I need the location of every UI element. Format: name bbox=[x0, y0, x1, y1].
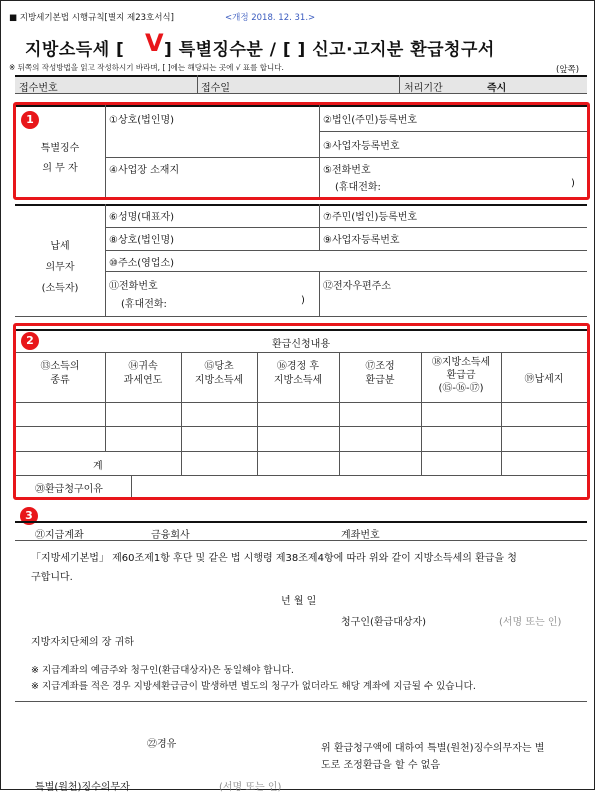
refund-table-title: 환급신청내용 bbox=[272, 339, 330, 350]
section-2-badge: 2 bbox=[21, 332, 39, 350]
statement-line-2: 구합니다. bbox=[31, 572, 73, 583]
withholder-label: 특별징수 의 무 자 bbox=[40, 143, 80, 174]
withholder-signature: (서명 또는 인) bbox=[219, 782, 282, 793]
check-mark: V bbox=[145, 29, 164, 57]
withholder-address-label: ④사업장 소재지 bbox=[109, 165, 180, 176]
payment-account-label: ㉑지급계좌 bbox=[35, 530, 84, 541]
col-original-tax: ⑮당초 지방소득세 bbox=[194, 361, 244, 386]
receipt-number-label: 접수번호 bbox=[19, 83, 58, 94]
col-tax-year: ⑭귀속 과세연도 bbox=[123, 361, 163, 386]
revision-note: <개정 2018. 12. 31.> bbox=[225, 13, 316, 23]
section-1-badge: 1 bbox=[21, 111, 39, 129]
col-corrected-tax: ⑯경정 후 지방소득세 bbox=[273, 361, 323, 386]
col-refund-amount: ⑱지방소득세 환급금 (⑮-⑯-⑰) bbox=[431, 357, 491, 394]
statement-line-1: 「지방세기본법」 제60조제1항 후단 및 같은 법 시행령 제38조제4항에 따라 위와 같이 지방소득세의 환급을 청 bbox=[31, 553, 517, 564]
form-title-right: ] 특별징수분 / [ ] 신고·고지분 환급청구서 bbox=[164, 40, 495, 60]
instruction-note: ※ 뒤쪽의 작성방법을 읽고 작성하시기 바라며, [ ]에는 해당되는 곳에 √ 표를 합니다. bbox=[9, 63, 284, 72]
claimant-signature: (서명 또는 인) bbox=[499, 617, 562, 628]
withholder-corp-reg-no-label: ②법인(주민)등록번호 bbox=[323, 115, 418, 126]
footer-note-line-2: 도로 조정환급을 할 수 없음 bbox=[321, 760, 440, 771]
processing-period-value: 즉시 bbox=[487, 83, 507, 94]
withholder-mobile-close: ) bbox=[571, 178, 575, 189]
taxpayer-business-reg-no-label: ⑨사업자등록번호 bbox=[323, 235, 400, 246]
section-3-badge: 3 bbox=[20, 507, 38, 525]
route-label: ㉒경유 bbox=[147, 739, 177, 750]
page-marker: (앞쪽) bbox=[556, 65, 580, 75]
addressee: 지방자치단체의 장 귀하 bbox=[31, 637, 134, 648]
taxpayer-phone-label: ⑪전화번호 bbox=[109, 281, 158, 292]
col-adjusted-refund: ⑰조정 환급분 bbox=[365, 361, 395, 386]
taxpayer-name-label: ⑥성명(대표자) bbox=[109, 212, 175, 223]
taxpayer-resident-no-label: ⑦주민(법인)등록번호 bbox=[323, 212, 418, 223]
withholder-business-reg-no-label: ③사업자등록번호 bbox=[323, 141, 400, 152]
claim-date: 년 월 일 bbox=[281, 596, 317, 607]
bank-label: 금융회사 bbox=[151, 530, 190, 541]
col-income-type: ⑬소득의 종류 bbox=[40, 361, 80, 386]
total-label: 계 bbox=[93, 461, 103, 472]
note-1: ※ 지급계좌의 예금주와 청구인(환급대상자)은 동일해야 합니다. bbox=[31, 665, 294, 676]
taxpayer-mobile-close: ) bbox=[301, 295, 305, 306]
col-tax-place: ⑲납세지 bbox=[524, 374, 564, 385]
processing-period-label: 처리기간 bbox=[404, 83, 443, 94]
section-1-highlight bbox=[13, 102, 590, 200]
account-number-label: 계좌번호 bbox=[341, 530, 380, 541]
withholder-signature-label: 특별(원천)징수의무자 bbox=[35, 782, 130, 793]
taxpayer-mobile-label: (휴대전화: bbox=[121, 299, 167, 310]
note-2: ※ 지급계좌를 적은 경우 지방세환급금이 발생하면 별도의 청구가 없더라도 해당 계좌에 지급될 수 있습니다. bbox=[31, 681, 476, 692]
withholder-phone-label: ⑤전화번호 bbox=[323, 165, 371, 176]
claimant-label: 청구인(환급대상자) bbox=[341, 617, 427, 628]
taxpayer-email-label: ⑫전자우편주소 bbox=[323, 281, 391, 292]
form-title-left: 지방소득세 [ bbox=[25, 40, 125, 60]
taxpayer-company-name-label: ⑧상호(법인명) bbox=[109, 235, 175, 246]
footer-note-line-1: 위 환급청구액에 대하여 특별(원천)징수의무자는 별 bbox=[321, 743, 545, 754]
withholder-mobile-label: (휴대전화: bbox=[335, 182, 381, 193]
taxpayer-address-label: ⑩주소(영업소) bbox=[109, 258, 175, 269]
receipt-date-label: 접수일 bbox=[201, 83, 230, 94]
withholder-company-name-label: ①상호(법인명) bbox=[109, 115, 175, 126]
taxpayer-label: 납세 의무자 (소득자) bbox=[41, 241, 79, 294]
regulation-reference: ■ 지방세기본법 시행규칙[별지 제23호서식] bbox=[9, 13, 174, 23]
section-2-highlight bbox=[13, 323, 590, 500]
refund-reason-label: ⑳환급청구이유 bbox=[35, 484, 103, 495]
